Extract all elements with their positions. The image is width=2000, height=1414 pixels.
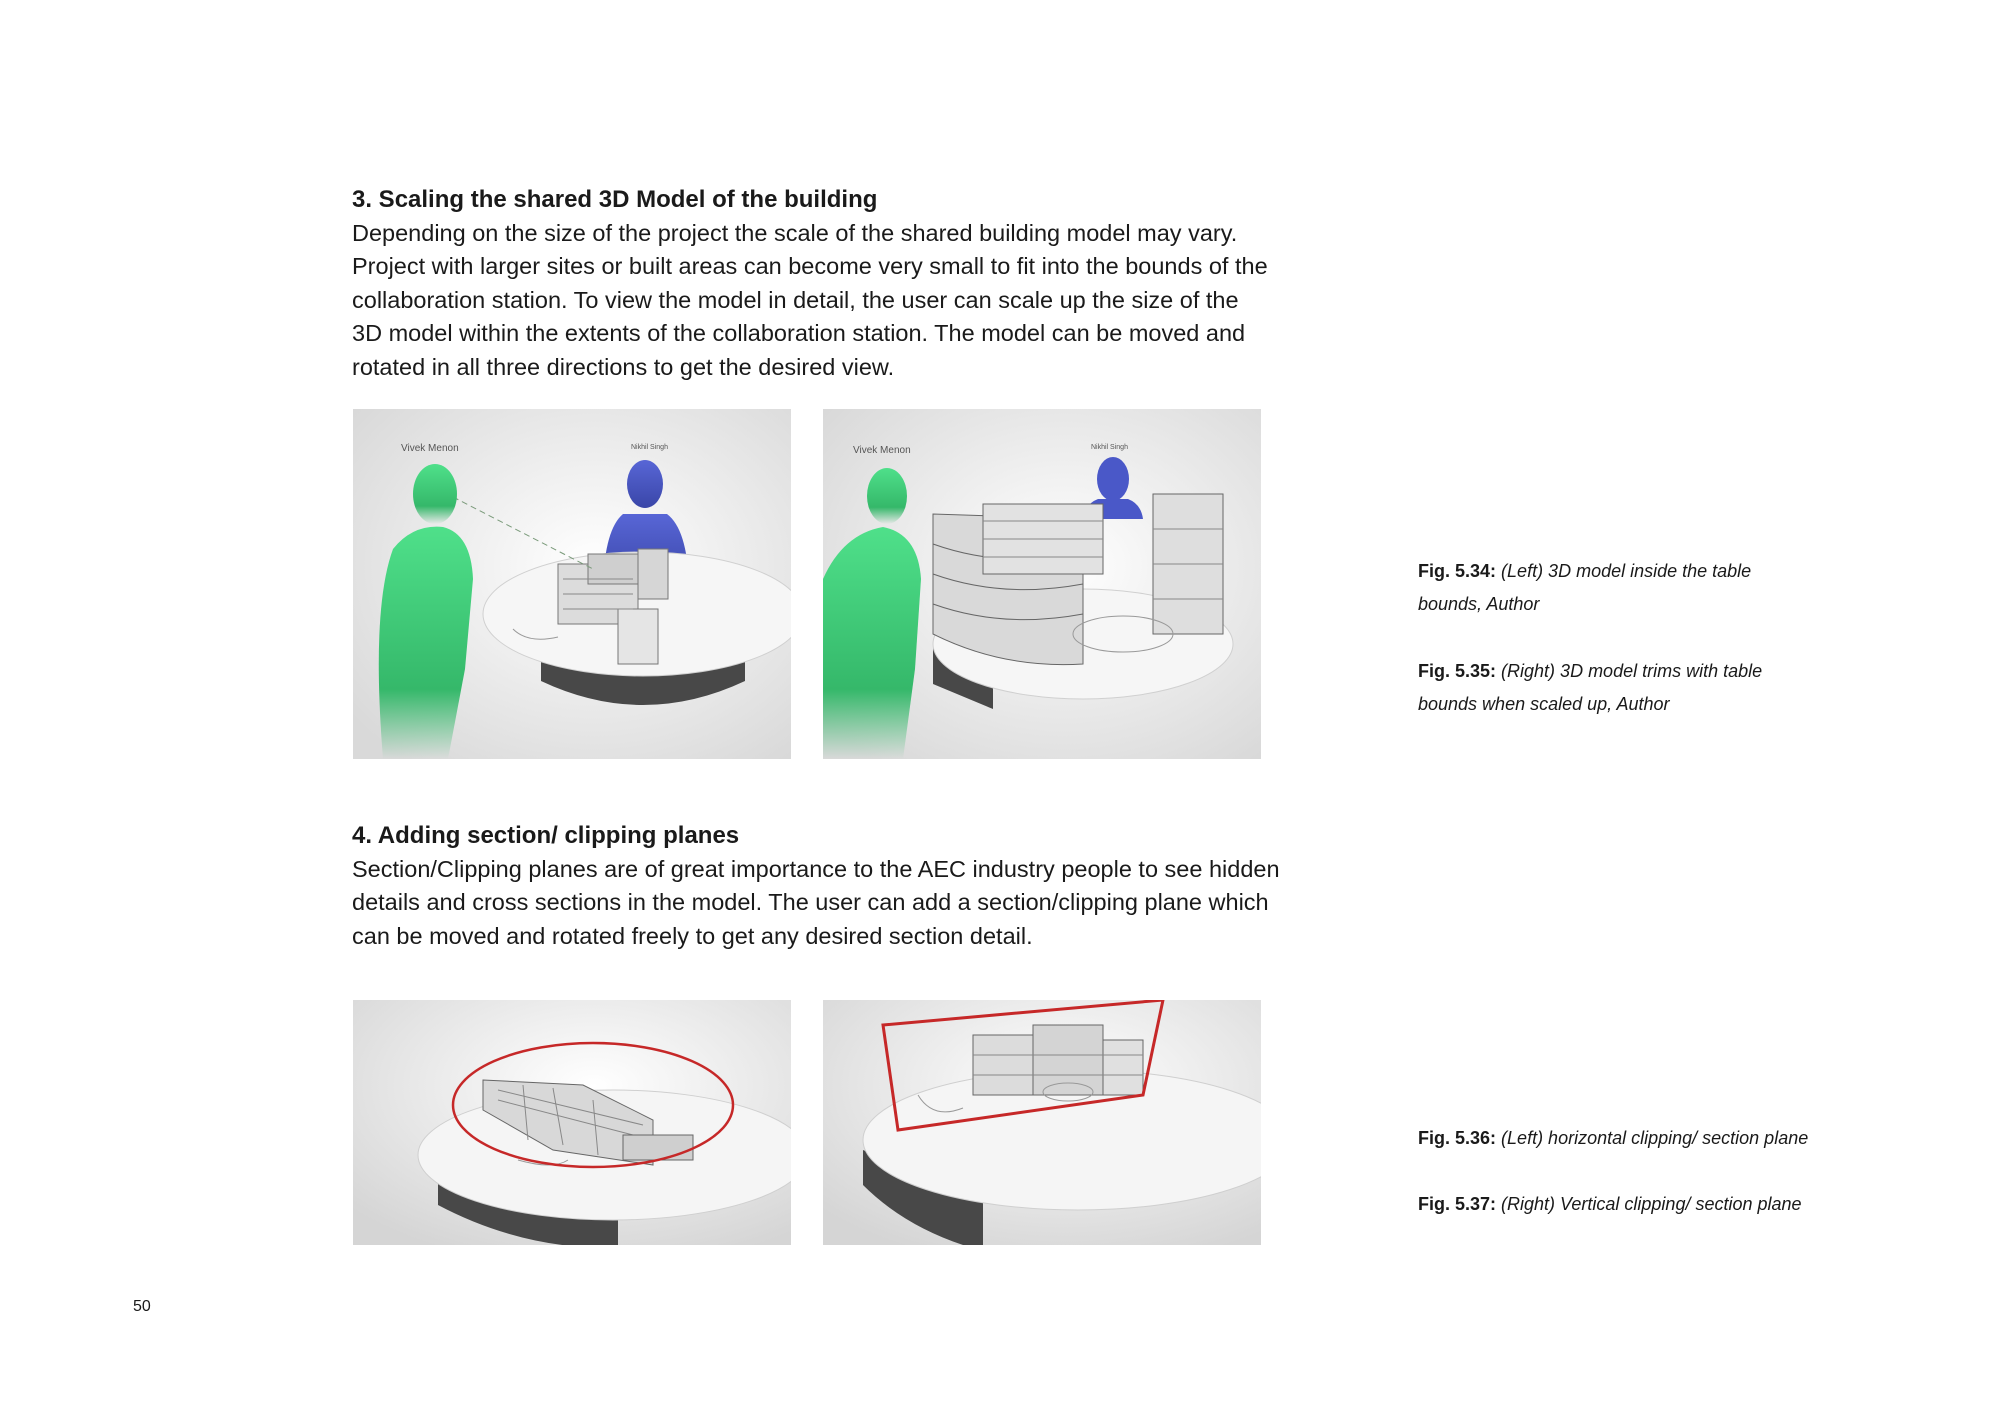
caption-text: (Left) 3D model inside the table	[1501, 561, 1752, 581]
figure-5-34-image	[353, 409, 791, 759]
figure-5-34-illustration	[353, 409, 791, 759]
user-label-left: Vivek Menon	[401, 443, 459, 454]
user-label-right: Nikhil Singh	[631, 444, 668, 451]
section-3-title: 3. Scaling the shared 3D Model of the building	[352, 186, 878, 213]
figure-5-37-illustration	[823, 1000, 1261, 1245]
paragraph-line: collaboration station. To view the model in detail, the user can scale up the size of the	[352, 286, 1239, 313]
figure-5-37-image	[823, 1000, 1261, 1245]
caption-fig-5-34	[1418, 555, 1858, 621]
user-label-right: Nikhil Singh	[1091, 444, 1128, 451]
figure-5-35-illustration	[823, 409, 1261, 759]
caption-fig-5-35	[1418, 655, 1858, 721]
paragraph-line: details and cross sections in the model. The user can add a section/clipping plane which	[352, 889, 1269, 916]
section-3-paragraph	[352, 217, 1342, 384]
figure-5-36-image	[353, 1000, 791, 1245]
paragraph-line: Project with larger sites or built areas can become very small to fit into the bounds of the	[352, 253, 1268, 280]
caption-label: Fig. 5.37:	[1418, 1194, 1497, 1214]
caption-text: (Right) Vertical clipping/ section plane	[1501, 1194, 1802, 1214]
caption-label: Fig. 5.35:	[1418, 661, 1497, 681]
caption-fig-5-36	[1418, 1122, 1858, 1155]
caption-text: (Left) horizontal clipping/ section plane	[1501, 1128, 1809, 1148]
caption-fig-5-37	[1418, 1188, 1858, 1221]
caption-text: bounds, Author	[1418, 594, 1540, 614]
section-4-paragraph	[352, 853, 1342, 953]
paragraph-line: rotated in all three directions to get the desired view.	[352, 353, 895, 380]
caption-label: Fig. 5.36:	[1418, 1128, 1497, 1148]
page-number: 50	[133, 1298, 151, 1315]
caption-text: bounds when scaled up, Author	[1418, 694, 1670, 714]
figure-5-36-illustration	[353, 1000, 791, 1245]
paragraph-line: Section/Clipping planes are of great importance to the AEC industry people to see hidden	[352, 856, 1280, 882]
caption-label: Fig. 5.34:	[1418, 561, 1497, 581]
user-label-left: Vivek Menon	[853, 445, 911, 456]
paragraph-line: Depending on the size of the project the scale of the shared building model may vary.	[352, 220, 1238, 246]
figure-5-35-image	[823, 409, 1261, 759]
caption-text: (Right) 3D model trims with table	[1501, 661, 1763, 681]
section-4-title: 4. Adding section/ clipping planes	[352, 822, 740, 849]
paragraph-line: 3D model within the extents of the collaboration station. The model can be moved and	[352, 320, 1246, 347]
paragraph-line: can be moved and rotated freely to get any desired section detail.	[352, 922, 1033, 949]
